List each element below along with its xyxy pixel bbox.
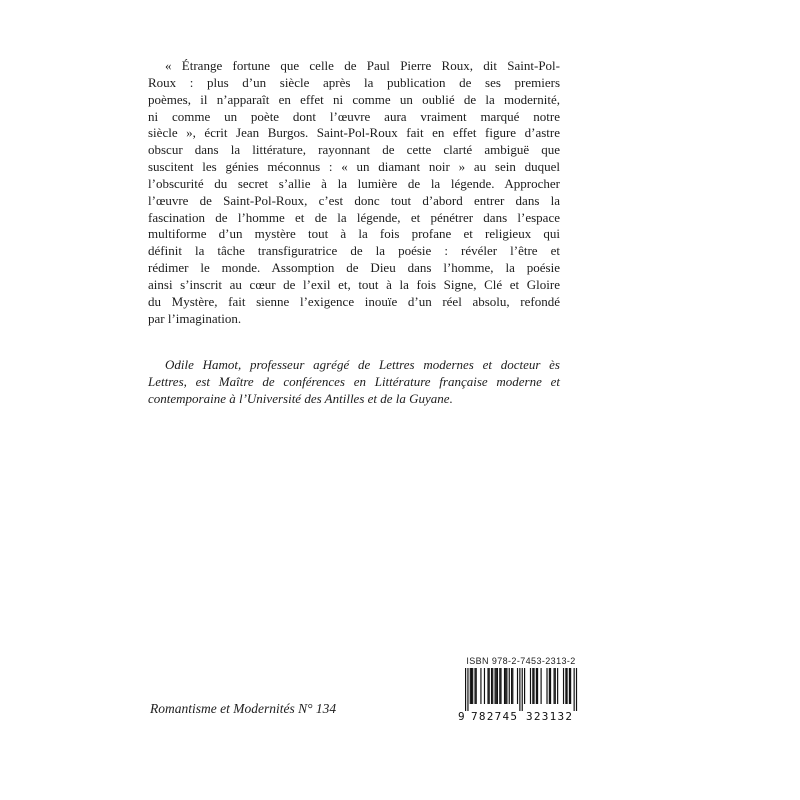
barcode-block (458, 656, 584, 722)
author-bio (148, 356, 560, 408)
blurb-line: obscur dans la littérature, rayonnant de cette clarté ambiguë que (148, 142, 560, 158)
isbn-label: ISBN 978-2-7453-2313-2 (466, 656, 576, 666)
blurb-line: par l’imagination. (148, 310, 242, 326)
series-label: Romantisme et Modernités N° 134 (150, 701, 337, 716)
blurb-line: définit la tâche transfiguratrice de la poésie : révéler l’être et (148, 243, 560, 259)
bio-line: Lettres, est Maître de conférences en Littérature française moderne et (148, 374, 560, 390)
blurb-line: suscitent les génies méconnus : « un diamant noir » au sein duquel (148, 159, 560, 175)
blurb-line: « Étrange fortune que celle de Paul Pierre Roux, dit Saint-Pol- (165, 58, 560, 73)
blurb-line: l’œuvre de Saint-Pol-Roux, c’est donc tout d’abord entrer dans la (148, 192, 560, 208)
blurb-paragraph (148, 58, 560, 328)
ean13-barcode (458, 668, 584, 722)
bio-line: Odile Hamot, professeur agrégé de Lettres modernes et docteur ès (165, 357, 560, 372)
blurb-line: poèmes, il n’apparaît en effet ni comme un oublié de la modernité, (148, 91, 560, 107)
blurb-line: fascination de l’homme et de la légende, et pénétrer dans l’espace (148, 209, 560, 225)
svg-text:323132: 323132 (526, 710, 572, 722)
blurb-line: Roux : plus d’un siècle après la publication de ses premiers (148, 74, 560, 90)
svg-text:782745: 782745 (471, 710, 517, 722)
bio-line: contemporaine à l’Université des Antilles et de la Guyane. (148, 391, 453, 407)
blurb-line: siècle », écrit Jean Burgos. Saint-Pol-Roux fait en effet figure d’astre (148, 125, 560, 141)
blurb-line: l’obscurité du secret s’allie à la lumière de la légende. Approcher (148, 175, 560, 191)
blurb-line: multiforme d’un mystère tout à la fois profane et religieux qui (148, 226, 560, 242)
blurb-line: rédimer le monde. Assomption de Dieu dans l’homme, la poésie (148, 260, 560, 276)
blurb-line: du Mystère, fait sienne l’exigence inouïe d’un réel absolu, refondé (148, 293, 560, 309)
svg-text:9: 9 (458, 710, 465, 722)
blurb-line: ainsi s’inscrit au cœur de l’exil et, tout à la fois Signe, Clé et Gloire (148, 276, 560, 292)
blurb-line: ni comme un poète dont l’œuvre aura vraiment marqué notre (148, 108, 560, 124)
